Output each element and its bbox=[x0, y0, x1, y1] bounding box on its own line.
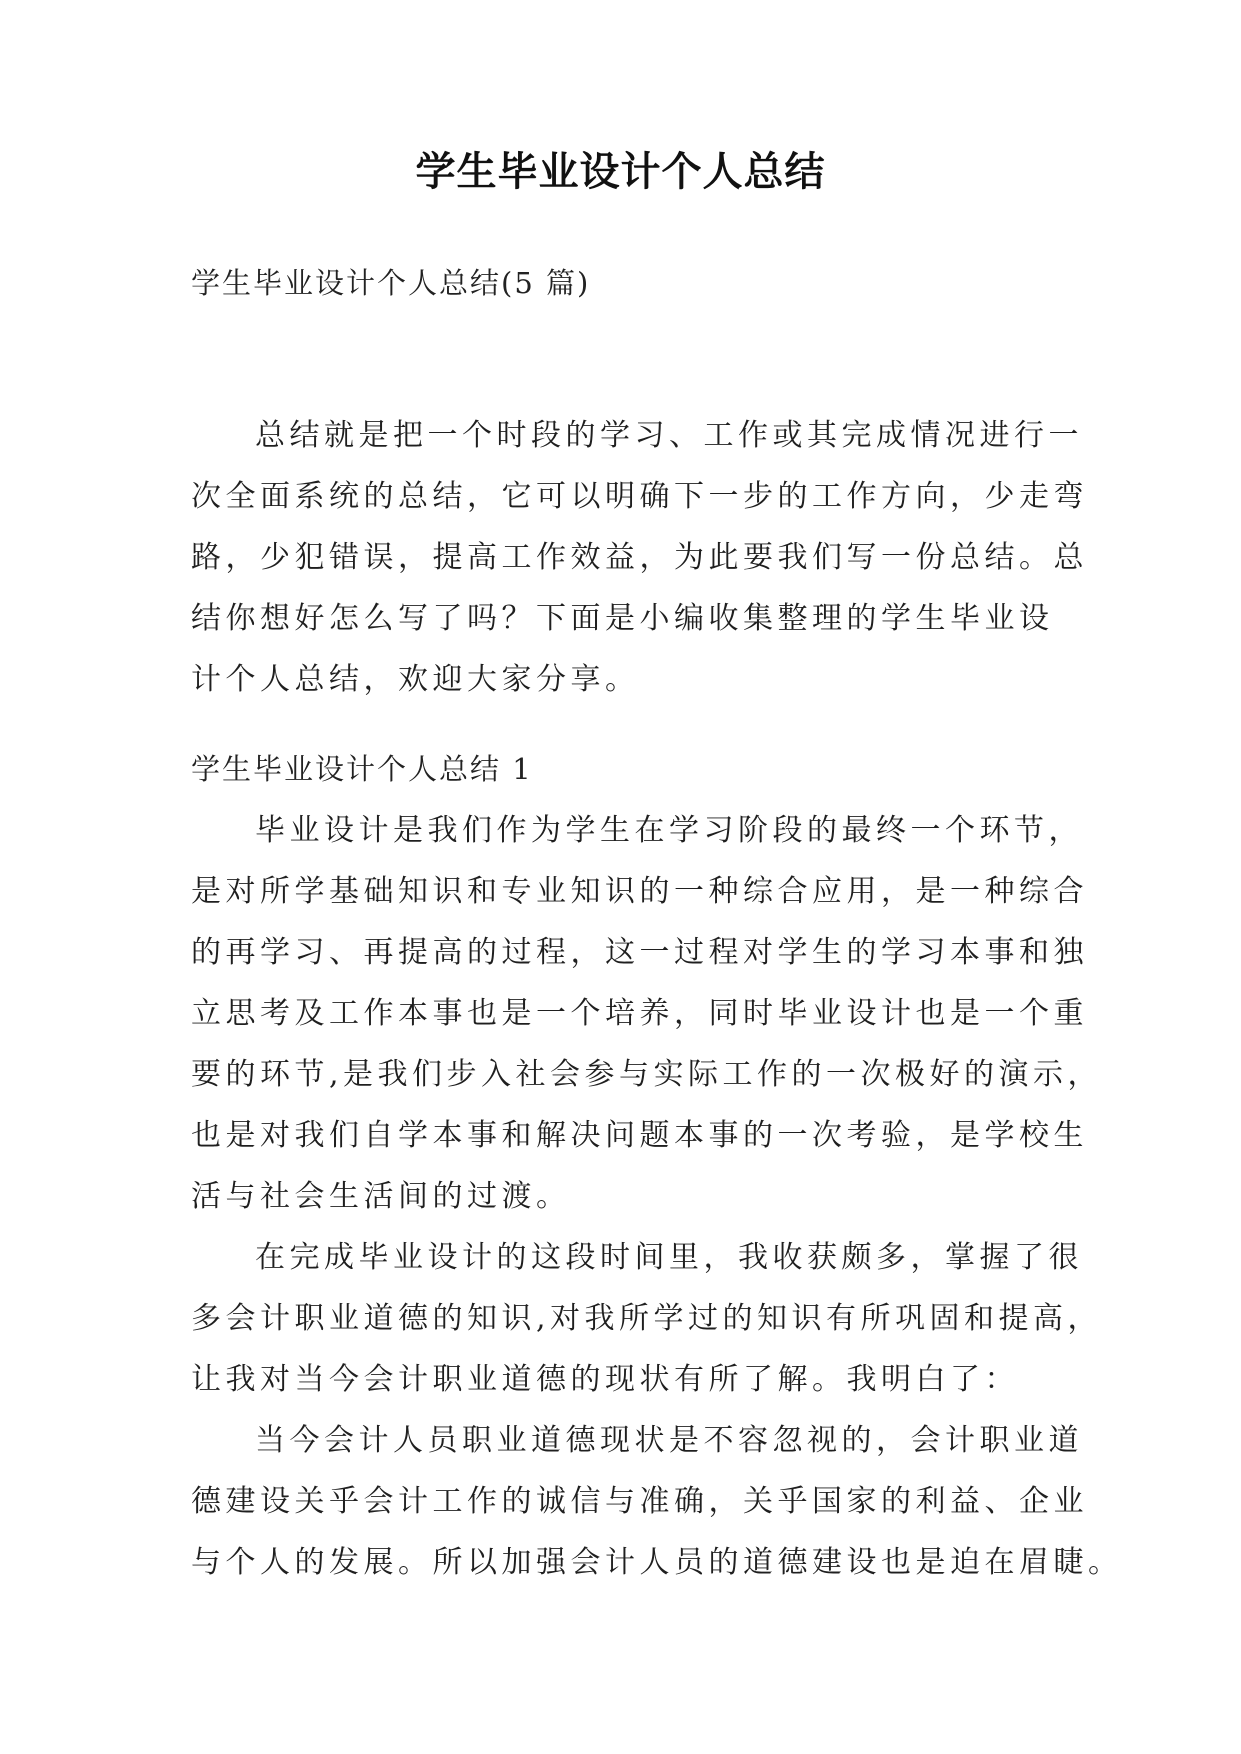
text-line: 路，少犯错误，提高工作效益，为此要我们写一份总结。总 bbox=[191, 540, 1088, 575]
text-line: 要的环节,是我们步入社会参与实际工作的一次极好的演示， bbox=[191, 1057, 1103, 1092]
intro-paragraph bbox=[191, 405, 1088, 710]
text-line: 让我对当今会计职业道德的现状有所了解。我明白了： bbox=[191, 1362, 1019, 1397]
text-line: 毕业设计是我们作为学生在学习阶段的最终一个环节， bbox=[255, 813, 1083, 848]
text-line: 次全面系统的总结，它可以明确下一步的工作方向，少走弯 bbox=[191, 479, 1088, 514]
document-title: 学生毕业设计个人总结 bbox=[415, 149, 826, 195]
text-line: 多会计职业道德的知识,对我所学过的知识有所巩固和提高， bbox=[191, 1301, 1103, 1336]
text-line: 当今会计人员职业道德现状是不容忽视的，会计职业道 bbox=[255, 1423, 1083, 1458]
section-body bbox=[191, 800, 1123, 1593]
text-line: 立思考及工作本事也是一个培养，同时毕业设计也是一个重 bbox=[191, 996, 1088, 1031]
text-line: 在完成毕业设计的这段时间里，我收获颇多，掌握了很 bbox=[255, 1240, 1083, 1275]
text-line: 结你想好怎么写了吗？下面是小编收集整理的学生毕业设 bbox=[191, 601, 1054, 636]
text-line: 总结就是把一个时段的学习、工作或其完成情况进行一 bbox=[255, 418, 1083, 453]
text-line: 是对所学基础知识和专业知识的一种综合应用，是一种综合 bbox=[191, 874, 1088, 909]
text-line: 也是对我们自学本事和解决问题本事的一次考验，是学校生 bbox=[191, 1118, 1088, 1153]
text-line: 计个人总结，欢迎大家分享。 bbox=[191, 662, 640, 697]
section-heading: 学生毕业设计个人总结 1 bbox=[191, 752, 533, 786]
text-line: 与个人的发展。所以加强会计人员的道德建设也是迫在眉睫。 bbox=[191, 1545, 1123, 1580]
document-subtitle: 学生毕业设计个人总结(5 篇) bbox=[191, 266, 591, 300]
text-line: 的再学习、再提高的过程，这一过程对学生的学习本事和独 bbox=[191, 935, 1088, 970]
text-line: 德建设关乎会计工作的诚信与准确，关乎国家的利益、企业 bbox=[191, 1484, 1088, 1519]
text-line: 活与社会生活间的过渡。 bbox=[191, 1179, 571, 1214]
